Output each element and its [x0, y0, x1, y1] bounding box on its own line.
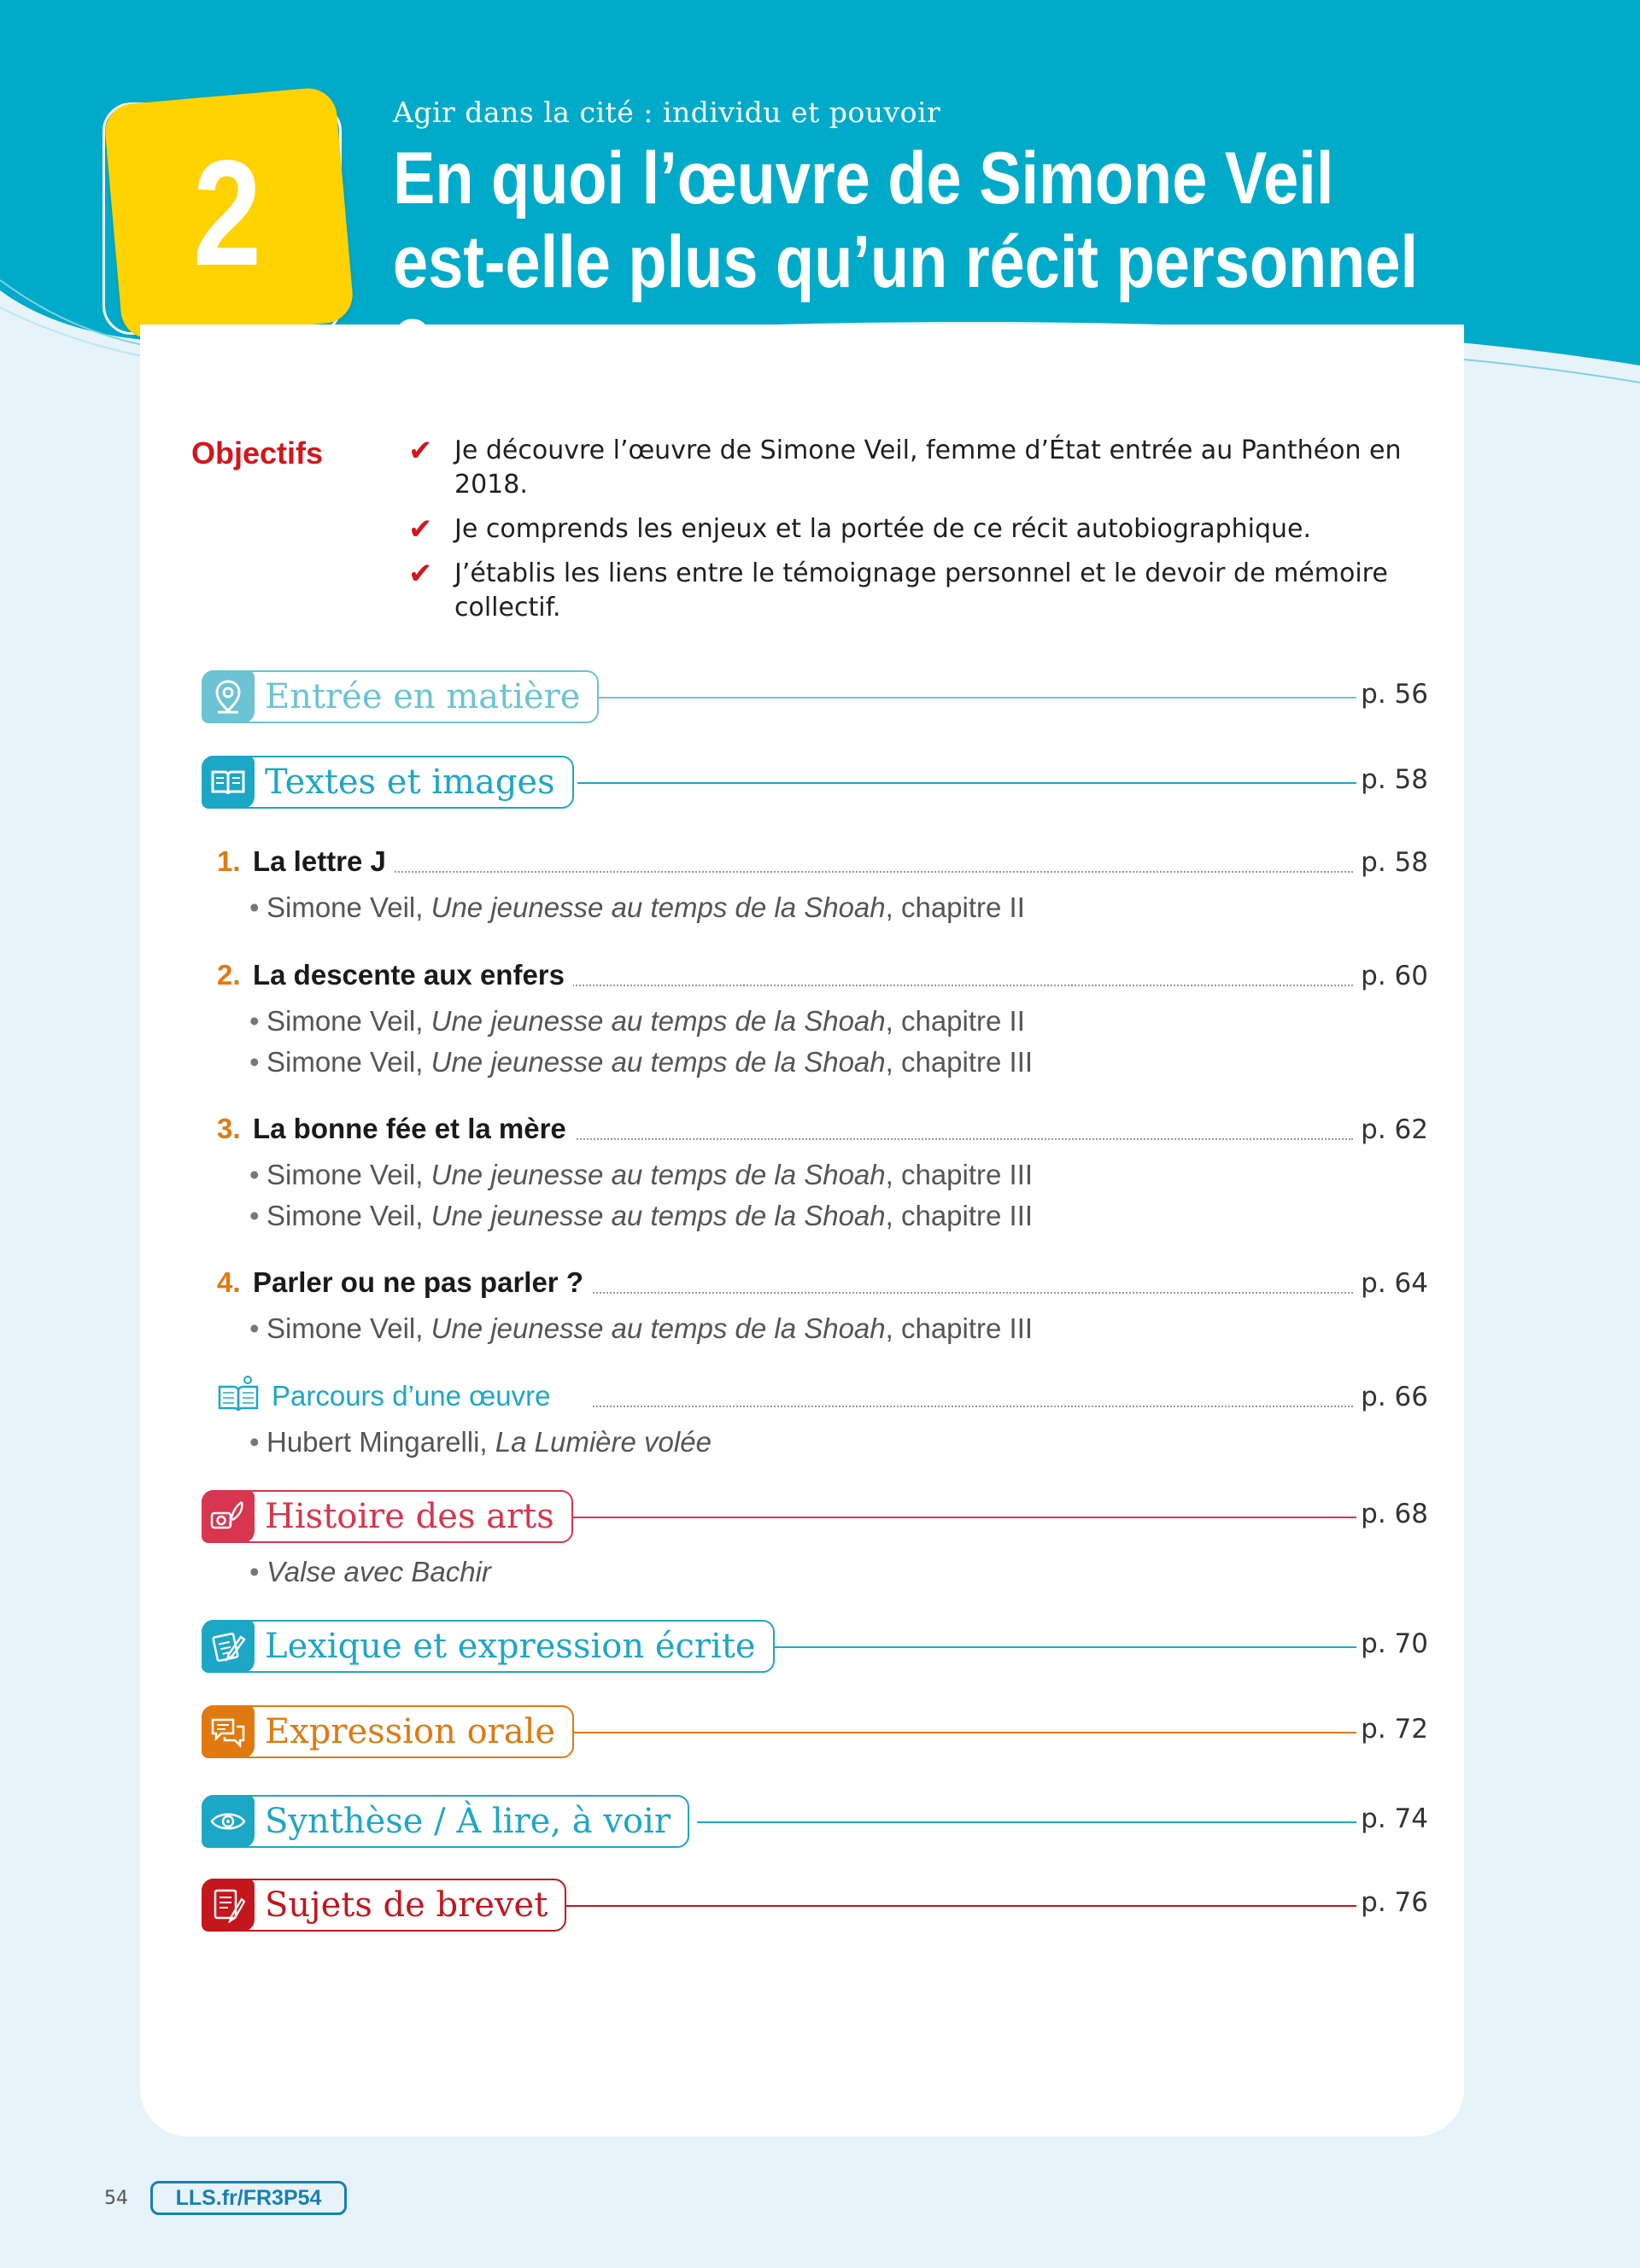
entry-title: Parcours d’une œuvre [272, 1380, 559, 1412]
exam-sheet-icon [202, 1879, 255, 1932]
page-ref: p. 68 [1361, 1499, 1428, 1529]
section-pill[interactable] [202, 1879, 566, 1932]
chapter-number-badge [109, 96, 345, 331]
notepad-pencil-icon [202, 1620, 255, 1673]
camera-quill-icon [202, 1490, 255, 1543]
entry-title: La bonne fée et la mère [253, 1113, 575, 1145]
bullet: • [249, 1005, 260, 1037]
chapter-title-line2: est-elle plus qu’un récit personnel [393, 221, 1419, 303]
source-line [249, 1200, 1034, 1232]
source-line [249, 1046, 1034, 1078]
source-author: Simone Veil, [266, 1200, 424, 1231]
page-ref: p. 58 [1361, 764, 1428, 795]
entry-number: 4. [217, 1266, 241, 1298]
source-work: Une jeunesse au temps de la Shoah [430, 891, 886, 923]
entry-title: La lettre J [253, 845, 395, 878]
section-histoire-des-arts[interactable] [202, 1490, 1428, 1543]
bullet: • [249, 1200, 260, 1231]
page-ref: p. 58 [1361, 847, 1428, 878]
section-label: Lexique et expression écrite [265, 1627, 756, 1666]
section-pill[interactable] [202, 1620, 775, 1673]
objective-text: Je découvre l’œuvre de Simone Veil, femme d’État entrée au Panthéon en 2018. [454, 435, 1402, 500]
chapter-number: 2 [192, 130, 262, 297]
section-pill[interactable] [202, 1705, 574, 1758]
source-author: Simone Veil, [266, 1046, 424, 1078]
location-pin-icon [202, 670, 255, 723]
section-label: Synthèse / À lire, à voir [265, 1802, 671, 1841]
entry-la-bonne-fee-et-la-mere[interactable] [217, 1113, 1428, 1150]
chapter-title-line1: En quoi l’œuvre de Simone Veil [393, 137, 1334, 219]
source-line [249, 1312, 1034, 1345]
bullet: • [249, 1159, 260, 1190]
section-sujets-de-brevet[interactable] [202, 1879, 1428, 1932]
entry-number: 1. [217, 845, 241, 877]
objective-item [408, 512, 1450, 547]
page-ref: p. 66 [1361, 1382, 1428, 1412]
section-lexique-et-expression-ecrite[interactable] [202, 1620, 1428, 1673]
entry-title: Parler ou ne pas parler ? [253, 1266, 592, 1299]
check-icon: ✔ [408, 557, 433, 591]
entry-number: 3. [217, 1113, 241, 1144]
dotted-leader [576, 1292, 1353, 1294]
section-label: Expression orale [265, 1712, 556, 1751]
section-leader-line [577, 782, 1356, 784]
dotted-leader [593, 1406, 1353, 1407]
objective-item [408, 557, 1399, 625]
page-ref: p. 64 [1361, 1268, 1428, 1299]
objective-text: Je comprends les enjeux et la portée de ce récit autobiographique. [454, 514, 1312, 544]
section-entree-en-matiere[interactable] [202, 670, 1428, 723]
entry-parcours-d-une-oeuvre[interactable] [217, 1380, 1428, 1418]
entry-la-lettre-j[interactable] [217, 845, 1428, 883]
section-expression-orale[interactable] [202, 1705, 1428, 1758]
section-leader-line [774, 1646, 1356, 1648]
dotted-leader [388, 871, 1353, 873]
source-author: Hubert Mingarelli, [266, 1426, 488, 1458]
source-work: Une jeunesse au temps de la Shoah [430, 1005, 886, 1037]
check-icon: ✔ [408, 434, 433, 468]
page-ref: p. 72 [1361, 1714, 1428, 1745]
section-synthese-a-lire-a-voir[interactable] [202, 1795, 1428, 1848]
dotted-leader [567, 1138, 1353, 1140]
bullet: • [249, 1426, 260, 1458]
page-number: 54 [104, 2188, 128, 2209]
bullet: • [249, 1312, 260, 1344]
source-author: Simone Veil, [266, 1159, 424, 1190]
section-label: Histoire des arts [265, 1497, 554, 1536]
source-work: Une jeunesse au temps de la Shoah [430, 1046, 886, 1078]
source-author: Simone Veil, [266, 891, 424, 923]
source-chapter: , chapitre III [885, 1159, 1034, 1190]
section-leader-line [560, 1905, 1356, 1907]
section-textes-et-images[interactable] [202, 756, 1428, 809]
source-line [249, 1159, 1034, 1191]
source-line [249, 891, 1025, 924]
source-line [249, 1005, 1025, 1038]
objective-text: J’établis les liens entre le témoignage personnel et le devoir de mémoire collectif. [454, 558, 1388, 623]
chapter-theme: Agir dans la cité : individu et pouvoir [393, 96, 941, 129]
page-ref: p. 62 [1361, 1114, 1428, 1145]
section-leader-line [569, 1732, 1356, 1733]
section-pill[interactable] [202, 1490, 573, 1543]
source-line [249, 1426, 712, 1458]
lls-link[interactable]: LLS.fr/FR3P54 [150, 2181, 347, 2215]
source-author: Simone Veil, [266, 1312, 424, 1344]
speech-bubbles-icon [202, 1705, 255, 1758]
page-ref: p. 76 [1361, 1887, 1428, 1918]
source-chapter: , chapitre III [885, 1200, 1034, 1231]
entry-parler-ou-ne-pas-parler[interactable] [217, 1266, 1428, 1304]
section-leader-line [569, 1517, 1356, 1518]
source-work: Une jeunesse au temps de la Shoah [430, 1312, 886, 1344]
book-lightbulb-icon [217, 1375, 260, 1418]
open-book-icon [202, 756, 255, 809]
page-ref: p. 56 [1361, 679, 1428, 710]
section-leader-line [697, 1821, 1356, 1823]
source-line [249, 1556, 491, 1588]
eye-icon [202, 1795, 255, 1848]
bullet: • [249, 1556, 260, 1587]
source-author: Simone Veil, [266, 1005, 424, 1037]
page-ref: p. 70 [1361, 1628, 1428, 1659]
source-chapter: , chapitre II [885, 1005, 1025, 1037]
check-icon: ✔ [408, 512, 433, 547]
section-label: Sujets de brevet [265, 1885, 548, 1925]
source-work: Valse avec Bachir [266, 1556, 491, 1587]
source-chapter: , chapitre III [885, 1312, 1034, 1344]
section-pill[interactable] [202, 756, 574, 809]
page-ref: p. 60 [1361, 961, 1428, 991]
objectives-label: Objectifs [191, 435, 324, 471]
section-pill[interactable] [202, 1795, 689, 1848]
bullet: • [249, 891, 260, 923]
source-work: Une jeunesse au temps de la Shoah [430, 1200, 886, 1231]
objective-item [408, 434, 1450, 502]
page-ref: p. 74 [1361, 1803, 1428, 1834]
bullet: • [249, 1046, 260, 1078]
objectives-list [408, 434, 1450, 635]
entry-title: La descente aux enfers [253, 959, 573, 991]
section-label: Textes et images [265, 763, 555, 802]
source-chapter: , chapitre II [885, 891, 1025, 923]
source-work: La Lumière volée [495, 1426, 712, 1458]
section-leader-line [594, 697, 1356, 699]
source-chapter: , chapitre III [885, 1046, 1034, 1078]
entry-number: 2. [217, 959, 241, 991]
section-pill[interactable] [202, 670, 599, 723]
source-work: Une jeunesse au temps de la Shoah [430, 1159, 886, 1190]
dotted-leader [559, 985, 1353, 986]
section-label: Entrée en matière [265, 677, 581, 716]
entry-la-descente-aux-enfers[interactable] [217, 959, 1428, 997]
